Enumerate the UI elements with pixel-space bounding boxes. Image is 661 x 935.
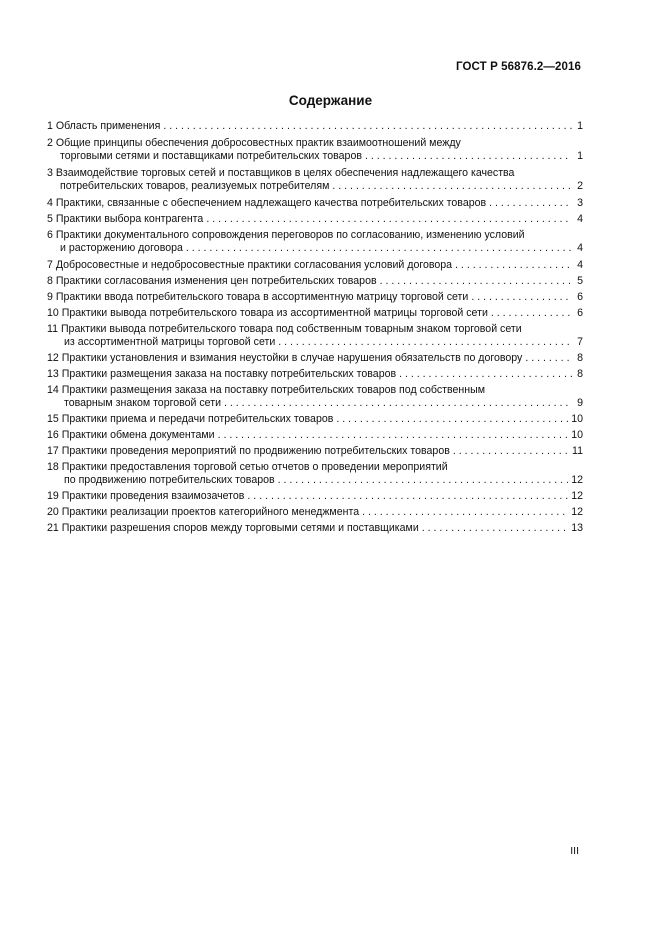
- toc-entry-title: 15 Практики приема и передачи потребительских товаров: [47, 413, 334, 425]
- dot-leader: [422, 522, 568, 535]
- dot-leader: [380, 275, 572, 288]
- toc-entry-page: 3: [577, 197, 583, 209]
- toc-entry[interactable]: [47, 461, 583, 487]
- toc-entry[interactable]: [47, 291, 583, 304]
- toc-entry-title: из ассортиментной матрицы торговой сети: [64, 336, 276, 348]
- toc-entry-page: 2: [577, 180, 583, 192]
- toc-entry-page: 12: [571, 490, 583, 502]
- toc-entry-title: 3 Взаимодействие торговых сетей и поставщиков в целях обеспечения надлежащего качества: [47, 167, 515, 179]
- toc-entry-title: 18 Практики предоставления торговой сетью отчетов о проведении мероприятий: [47, 461, 448, 473]
- dot-leader: [336, 413, 568, 426]
- toc-entry-title: 20 Практики реализации проектов категорийного менеджмента: [47, 506, 360, 518]
- toc-entry-page: 13: [571, 522, 583, 534]
- toc-entry-page: 9: [577, 397, 583, 409]
- toc-entry-page: 10: [571, 429, 583, 441]
- toc-entry[interactable]: [47, 229, 583, 255]
- dot-leader: [278, 336, 572, 349]
- toc-entry[interactable]: [47, 137, 583, 163]
- toc-entry-page: 12: [571, 474, 583, 486]
- toc-entry-page: 6: [577, 291, 583, 303]
- toc-entry-title: 7 Добросовестные и недобросовестные практики согласования условий договора: [47, 259, 453, 271]
- toc-entry[interactable]: [47, 275, 583, 288]
- toc-entry-page: 10: [571, 413, 583, 425]
- table-of-contents: [47, 120, 583, 535]
- toc-entry[interactable]: [47, 197, 583, 210]
- toc-entry-title: 10 Практики вывода потребительского товара из ассортиментной матрицы торговой сети: [47, 307, 488, 319]
- toc-entry-title: 12 Практики установления и взимания неустойки в случае нарушения обязательств по договору: [47, 352, 523, 364]
- toc-entry[interactable]: [47, 323, 583, 349]
- toc-entry-title: торговыми сетями и поставщиками потребительских товаров: [60, 150, 362, 162]
- toc-entry[interactable]: [47, 522, 583, 535]
- toc-entry-title: 8 Практики согласования изменения цен потребительских товаров: [47, 275, 377, 287]
- toc-entry[interactable]: [47, 368, 583, 381]
- toc-entry-page: 12: [571, 506, 583, 518]
- toc-entry-title: 13 Практики размещения заказа на поставку потребительских товаров: [47, 368, 397, 380]
- toc-entry-page: 4: [577, 259, 583, 271]
- dot-leader: [278, 474, 569, 487]
- toc-entry[interactable]: [47, 259, 583, 272]
- toc-entry-title: 1 Область применения: [47, 120, 161, 132]
- toc-entry-title: товарным знаком торговой сети: [64, 397, 221, 409]
- toc-entry-title: 16 Практики обмена документами: [47, 429, 215, 441]
- toc-entry-title: 9 Практики ввода потребительского товара в ассортиментную матрицу торговой сети: [47, 291, 469, 303]
- toc-entry[interactable]: [47, 167, 583, 193]
- dot-leader: [332, 180, 572, 193]
- toc-entry[interactable]: [47, 120, 583, 133]
- dot-leader: [525, 352, 572, 365]
- toc-entry[interactable]: [47, 413, 583, 426]
- toc-entry[interactable]: [47, 429, 583, 442]
- dot-leader: [365, 150, 572, 163]
- dot-leader: [489, 197, 572, 210]
- dot-leader: [399, 368, 572, 381]
- toc-entry-title: 19 Практики проведения взаимозачетов: [47, 490, 245, 502]
- dot-leader: [224, 397, 572, 410]
- dot-leader: [206, 213, 572, 226]
- toc-entry-page: 6: [577, 307, 583, 319]
- toc-entry-page: 4: [577, 213, 583, 225]
- dot-leader: [453, 445, 569, 458]
- dot-leader: [455, 259, 572, 272]
- toc-entry[interactable]: [47, 384, 583, 410]
- dot-leader: [247, 490, 568, 503]
- toc-entry-page: 11: [572, 445, 583, 457]
- toc-entry-title: и расторжению договора: [60, 242, 183, 254]
- toc-entry-title: 11 Практики вывода потребительского товара под собственным товарным знаком торговой сети: [47, 323, 522, 335]
- toc-entry[interactable]: [47, 352, 583, 365]
- toc-entry-page: 5: [577, 275, 583, 287]
- toc-entry-title: по продвижению потребительских товаров: [64, 474, 275, 486]
- toc-entry-title: 21 Практики разрешения споров между торговыми сетями и поставщиками: [47, 522, 419, 534]
- toc-entry-page: 4: [577, 242, 583, 254]
- dot-leader: [218, 429, 569, 442]
- dot-leader: [186, 242, 572, 255]
- toc-entry-title: 14 Практики размещения заказа на поставку потребительских товаров под собственным: [47, 384, 485, 396]
- dot-leader: [362, 506, 568, 519]
- toc-entry-title: 5 Практики выбора контрагента: [47, 213, 204, 225]
- dot-leader: [491, 307, 572, 320]
- toc-entry-title: 4 Практики, связанные с обеспечением надлежащего качества потребительских товаров: [47, 197, 487, 209]
- toc-entry-title: 2 Общие принципы обеспечения добросовестных практик взаимоотношений между: [47, 137, 461, 149]
- toc-entry-page: 7: [577, 336, 583, 348]
- toc-entry[interactable]: [47, 213, 583, 226]
- toc-entry-page: 1: [577, 150, 583, 162]
- toc-entry-page: 8: [577, 352, 583, 364]
- toc-entry[interactable]: [47, 307, 583, 320]
- page-number: III: [570, 845, 579, 857]
- toc-entry-page: 1: [577, 120, 583, 132]
- toc-entry[interactable]: [47, 445, 583, 458]
- page-title: Содержание: [288, 93, 373, 108]
- toc-entry[interactable]: [47, 490, 583, 503]
- toc-entry-title: 17 Практики проведения мероприятий по продвижению потребительских товаров: [47, 445, 450, 457]
- toc-entry-title: 6 Практики документального сопровождения переговоров по согласованию, изменению условий: [47, 229, 525, 241]
- toc-entry[interactable]: [47, 506, 583, 519]
- dot-leader: [471, 291, 572, 304]
- dot-leader: [163, 120, 572, 133]
- document-code: ГОСТ Р 56876.2—2016: [456, 61, 581, 73]
- toc-entry-title: потребительских товаров, реализуемых потребителям: [60, 180, 330, 192]
- toc-entry-page: 8: [577, 368, 583, 380]
